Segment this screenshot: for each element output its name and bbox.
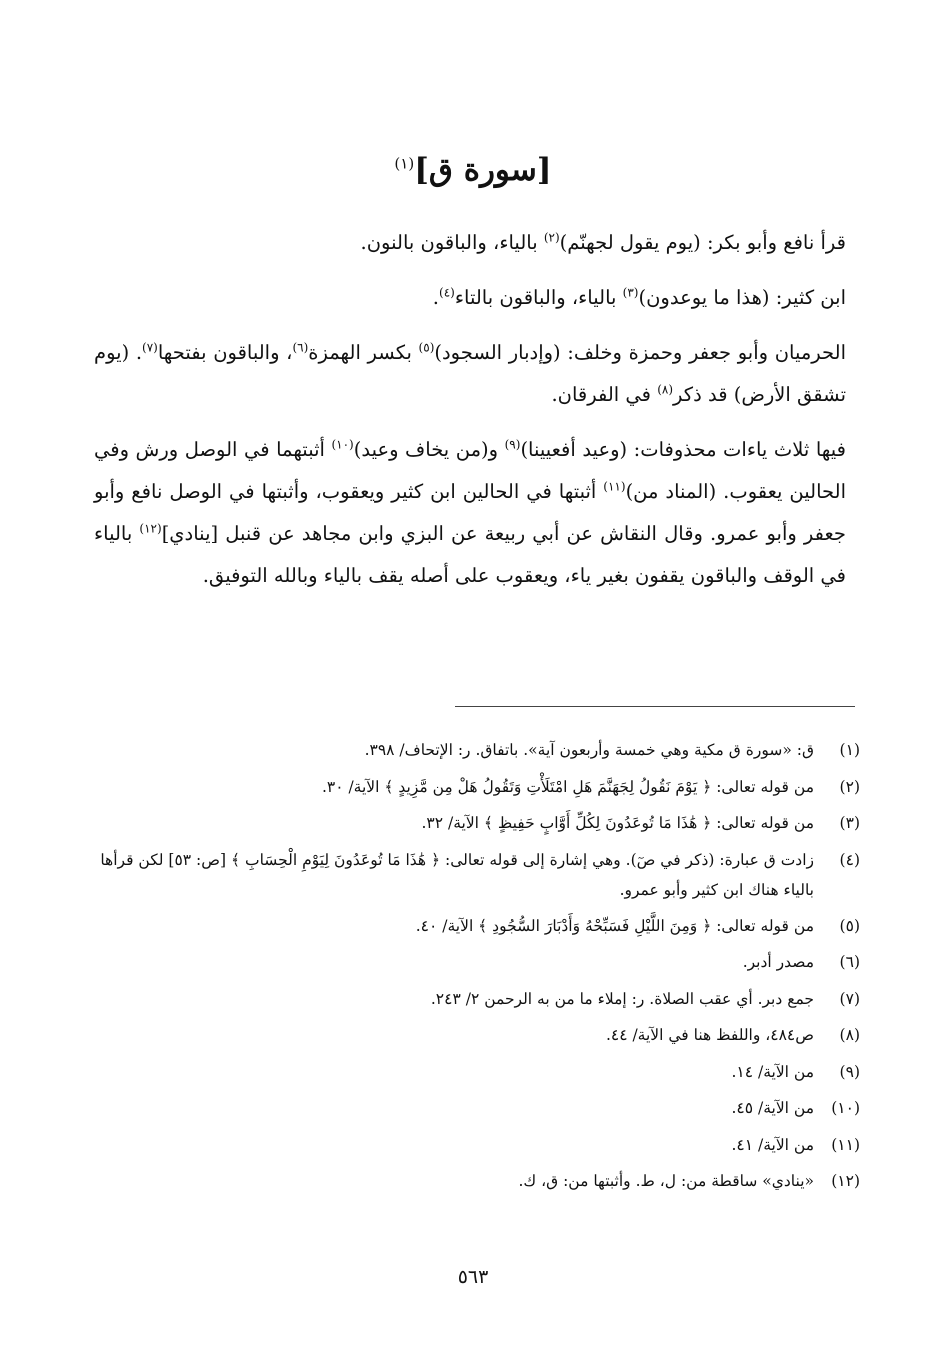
footnotes — [80, 732, 860, 1200]
paragraph-4 — [94, 429, 846, 597]
footnote-text: مصدر أدبر. — [742, 953, 814, 971]
surah-title — [0, 152, 946, 188]
footnote-number: (١٠) — [831, 1099, 860, 1117]
footnote-number: (٧) — [839, 989, 860, 1008]
footnote — [80, 1127, 860, 1164]
footnote-text: زادت ق عبارة: (ذكر في صٓ). وهي إشارة إلى قوله تعالى: ﴿ هَٰذَا مَا تُوعَدُونَ لِيَوْمِ الْحِسَابِ ﴾ [ص: ٥٣] لكن قرأها بالياء هناك ابن كثير وأبو عمرو. — [100, 850, 814, 899]
text-run: بالياء في الوقف والباقون يقفون بغير ياء، ويعقوب على أصله يقف بالياء وبالله التوفيق. — [94, 522, 846, 587]
text-run: فيها ثلاث ياءات محذوفات: (وعيد أفعيينا) — [520, 438, 846, 461]
surah-title-text: [سورة ق] — [414, 152, 552, 188]
footnote-ref: (١٠) — [331, 437, 354, 452]
footnote-number: (١) — [839, 741, 860, 759]
text-run: قرأ نافع وأبو بكر: (يوم يقول لجهنّم) — [559, 231, 846, 254]
footnote — [80, 1163, 860, 1200]
text-run: ، والباقون بفتحها — [157, 341, 293, 364]
footnote — [80, 732, 860, 769]
title-footnote-ref: (١) — [394, 154, 415, 173]
text-run: أثبتها في الحالين ابن كثير ويعقوب، وأثبتها في الوصل نافع وأبو جعفر وأبو عمرو. وقال النقاش عن أبي ربيعة عن البزي وابن مجاهد عن قنبل [ينادي] — [94, 480, 846, 545]
footnote-number: (٢) — [839, 777, 860, 796]
footnote-text: من الآية/ ١٤. — [731, 1062, 814, 1081]
footnote-number: (٣) — [839, 814, 860, 832]
footnote — [80, 944, 860, 981]
footnote — [80, 981, 860, 1018]
footnote-text: ص٤٨٤، واللفظ هنا في الآية/ ٤٤. — [605, 1026, 814, 1044]
footnote — [80, 1090, 860, 1127]
footnote-text: من قوله تعالى: ﴿ هَٰذَا مَا تُوعَدُونَ لِكُلِّ أَوَّابٍ حَفِيظٍ ﴾ الآية/ ٣٢. — [421, 814, 814, 832]
footnote-ref: (٥) — [418, 340, 435, 355]
footnote-text: «ينادي» ساقطة من: ل، ط. وأثبتها من: ق، ك. — [518, 1172, 814, 1190]
text-run: بالياء، والباقون بالنون. — [360, 231, 544, 254]
footnote — [80, 1054, 860, 1091]
footnote-ref: (٦) — [292, 340, 309, 355]
footnote — [80, 908, 860, 945]
text-run: . — [432, 286, 439, 309]
footnote-separator — [455, 706, 855, 707]
footnote-ref: (٨) — [657, 382, 674, 397]
main-text — [94, 222, 846, 597]
footnote-ref: (٧) — [142, 340, 158, 355]
text-run: في الفرقان. — [551, 383, 658, 406]
footnote-text: ق: «سورة ق مكية وهي خمسة وأربعون آية». باتفاق. ر: الإتحاف/ ٣٩٨. — [364, 741, 814, 759]
footnote-number: (٨) — [839, 1026, 860, 1044]
footnote-ref: (٤) — [439, 285, 455, 300]
text-run: بالياء، والباقون بالتاء — [454, 286, 623, 309]
footnote-text: من الآية/ ٤١. — [731, 1135, 814, 1154]
text-run: و(من يخاف وعيد) — [353, 438, 505, 461]
page-number: ٥٦٣ — [457, 1266, 489, 1288]
footnote-number: (٥) — [839, 916, 860, 935]
footnote — [80, 769, 860, 806]
footnote-number: (٤) — [839, 850, 860, 869]
footnote-ref: (٣) — [622, 285, 639, 300]
footnote — [80, 842, 860, 908]
paragraph-1 — [94, 222, 846, 264]
text-run: ابن كثير: (هذا ما يوعدون) — [638, 286, 846, 309]
text-run: أثبتهما في الوصل ورش وفي الحالين يعقوب. (المناد من) — [94, 438, 846, 503]
paragraph-3 — [94, 332, 846, 416]
footnote — [80, 1017, 860, 1054]
footnote-ref: (١١) — [603, 479, 626, 494]
footnote-ref: (٢) — [543, 230, 560, 245]
footnote-ref: (٩) — [504, 437, 521, 452]
paragraph-2 — [94, 277, 846, 319]
footnote — [80, 805, 860, 842]
text-run: الحرميان وأبو جعفر وحمزة وخلف: (وإدبار السجود) — [434, 341, 846, 364]
footnote-text: جمع دبر. أي عقب الصلاة. ر: إملاء ما من به الرحمن ٢/ ٢٤٣. — [430, 989, 814, 1008]
footnote-ref: (١٢) — [139, 521, 162, 536]
text-run: بكسر الهمزة — [308, 341, 419, 364]
footnote-text: من قوله تعالى: ﴿ يَوْمَ نَقُولُ لِجَهَنَّمَ هَلِ امْتَلَأْتِ وَتَقُولُ هَلْ مِن مَّزِيدٍ ﴾ الآية/ ٣٠. — [321, 777, 814, 796]
footnote-number: (٦) — [839, 953, 860, 971]
footnote-text: من الآية/ ٤٥. — [731, 1099, 814, 1117]
footnote-number: (١٢) — [831, 1172, 860, 1190]
footnote-text: من قوله تعالى: ﴿ وَمِنَ اللَّيْلِ فَسَبِّحْهُ وَأَدْبَارَ السُّجُودِ ﴾ الآية/ ٤٠. — [415, 916, 814, 935]
text-run: . (يوم تشقق الأرض) قد ذكر — [94, 341, 846, 406]
footnote-number: (١١) — [831, 1135, 860, 1154]
footnote-number: (٩) — [839, 1062, 860, 1081]
